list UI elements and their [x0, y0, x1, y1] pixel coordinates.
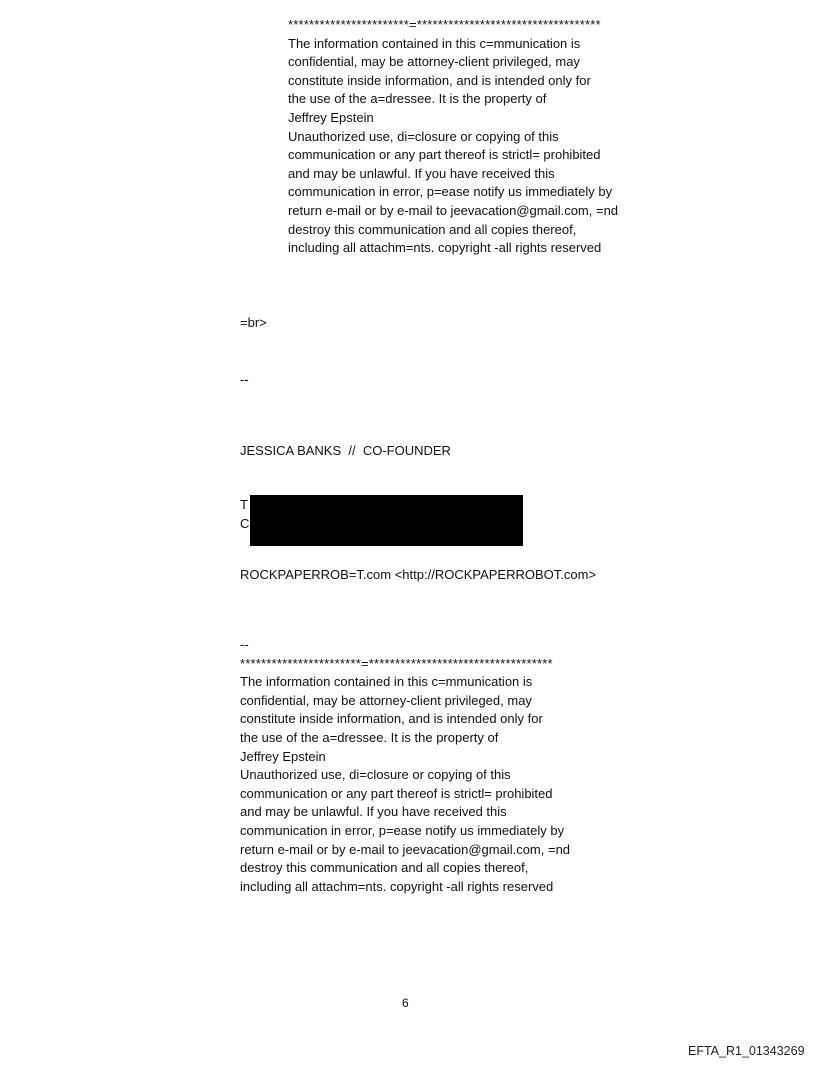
signature-website: ROCKPAPERROB=T.com <http://ROCKPAPERROBOT.com> [240, 567, 597, 582]
disclaimer-line: including all attachm=nts. copyright -all rights reserved [288, 240, 602, 256]
disclaimer-top [288, 16, 618, 258]
disclaimer-line: The information contained in this c=mmunication is [288, 35, 581, 51]
page-number: 6 [402, 996, 409, 1010]
disclaimer-line: return e-mail or by e-mail to jeevacation@gmail.com, =nd [240, 841, 571, 857]
dash-separator: -- [240, 637, 249, 652]
disclaimer-line: Unauthorized use, di=closure or copying of this [288, 128, 559, 144]
disclaimer-line: constitute inside information, and is intended only for [240, 711, 543, 727]
phone-label-c: C [240, 516, 250, 531]
disclaimer-line: confidential, may be attorney-client privileged, may [240, 692, 532, 708]
redaction-box [250, 495, 523, 546]
disclaimer-line: Jeffrey Epstein [240, 748, 326, 764]
asterisk-separator: ***********************=*********************************** [240, 655, 553, 671]
disclaimer-line: destroy this communication and all copies thereof, [288, 221, 577, 237]
disclaimer-line: communication or any part thereof is strictl= prohibited [240, 785, 553, 801]
disclaimer-line: and may be unlawful. If you have received this [288, 165, 555, 181]
disclaimer-line: including all attachm=nts. copyright -all rights reserved [240, 878, 554, 894]
disclaimer-line: The information contained in this c=mmunication is [240, 674, 533, 690]
disclaimer-line: Unauthorized use, di=closure or copying of this [240, 767, 511, 783]
disclaimer-line: communication in error, p=ease notify us immediately by [288, 184, 613, 200]
disclaimer-line: the use of the a=dressee. It is the property of [240, 729, 499, 745]
signature-name-title: JESSICA BANKS // CO-FOUNDER [240, 443, 451, 458]
disclaimer-line: destroy this communication and all copies thereof, [240, 860, 529, 876]
disclaimer-bottom [240, 636, 570, 896]
signature-separator: -- [240, 372, 249, 387]
disclaimer-line: return e-mail or by e-mail to jeevacation@gmail.com, =nd [288, 202, 619, 218]
disclaimer-line: the use of the a=dressee. It is the property of [288, 91, 547, 107]
disclaimer-line: constitute inside information, and is intended only for [288, 72, 591, 88]
disclaimer-line: communication or any part thereof is strictl= prohibited [288, 147, 601, 163]
disclaimer-line: communication in error, p=ease notify us immediately by [240, 822, 565, 838]
bates-number: EFTA_R1_01343269 [688, 1044, 805, 1058]
disclaimer-line: Jeffrey Epstein [288, 109, 374, 125]
asterisk-separator: ***********************=*********************************** [288, 17, 601, 32]
disclaimer-line: and may be unlawful. If you have received this [240, 804, 507, 820]
br-artifact: =br> [240, 315, 267, 330]
disclaimer-line: confidential, may be attorney-client privileged, may [288, 54, 580, 70]
phone-label-t: T [240, 497, 248, 512]
